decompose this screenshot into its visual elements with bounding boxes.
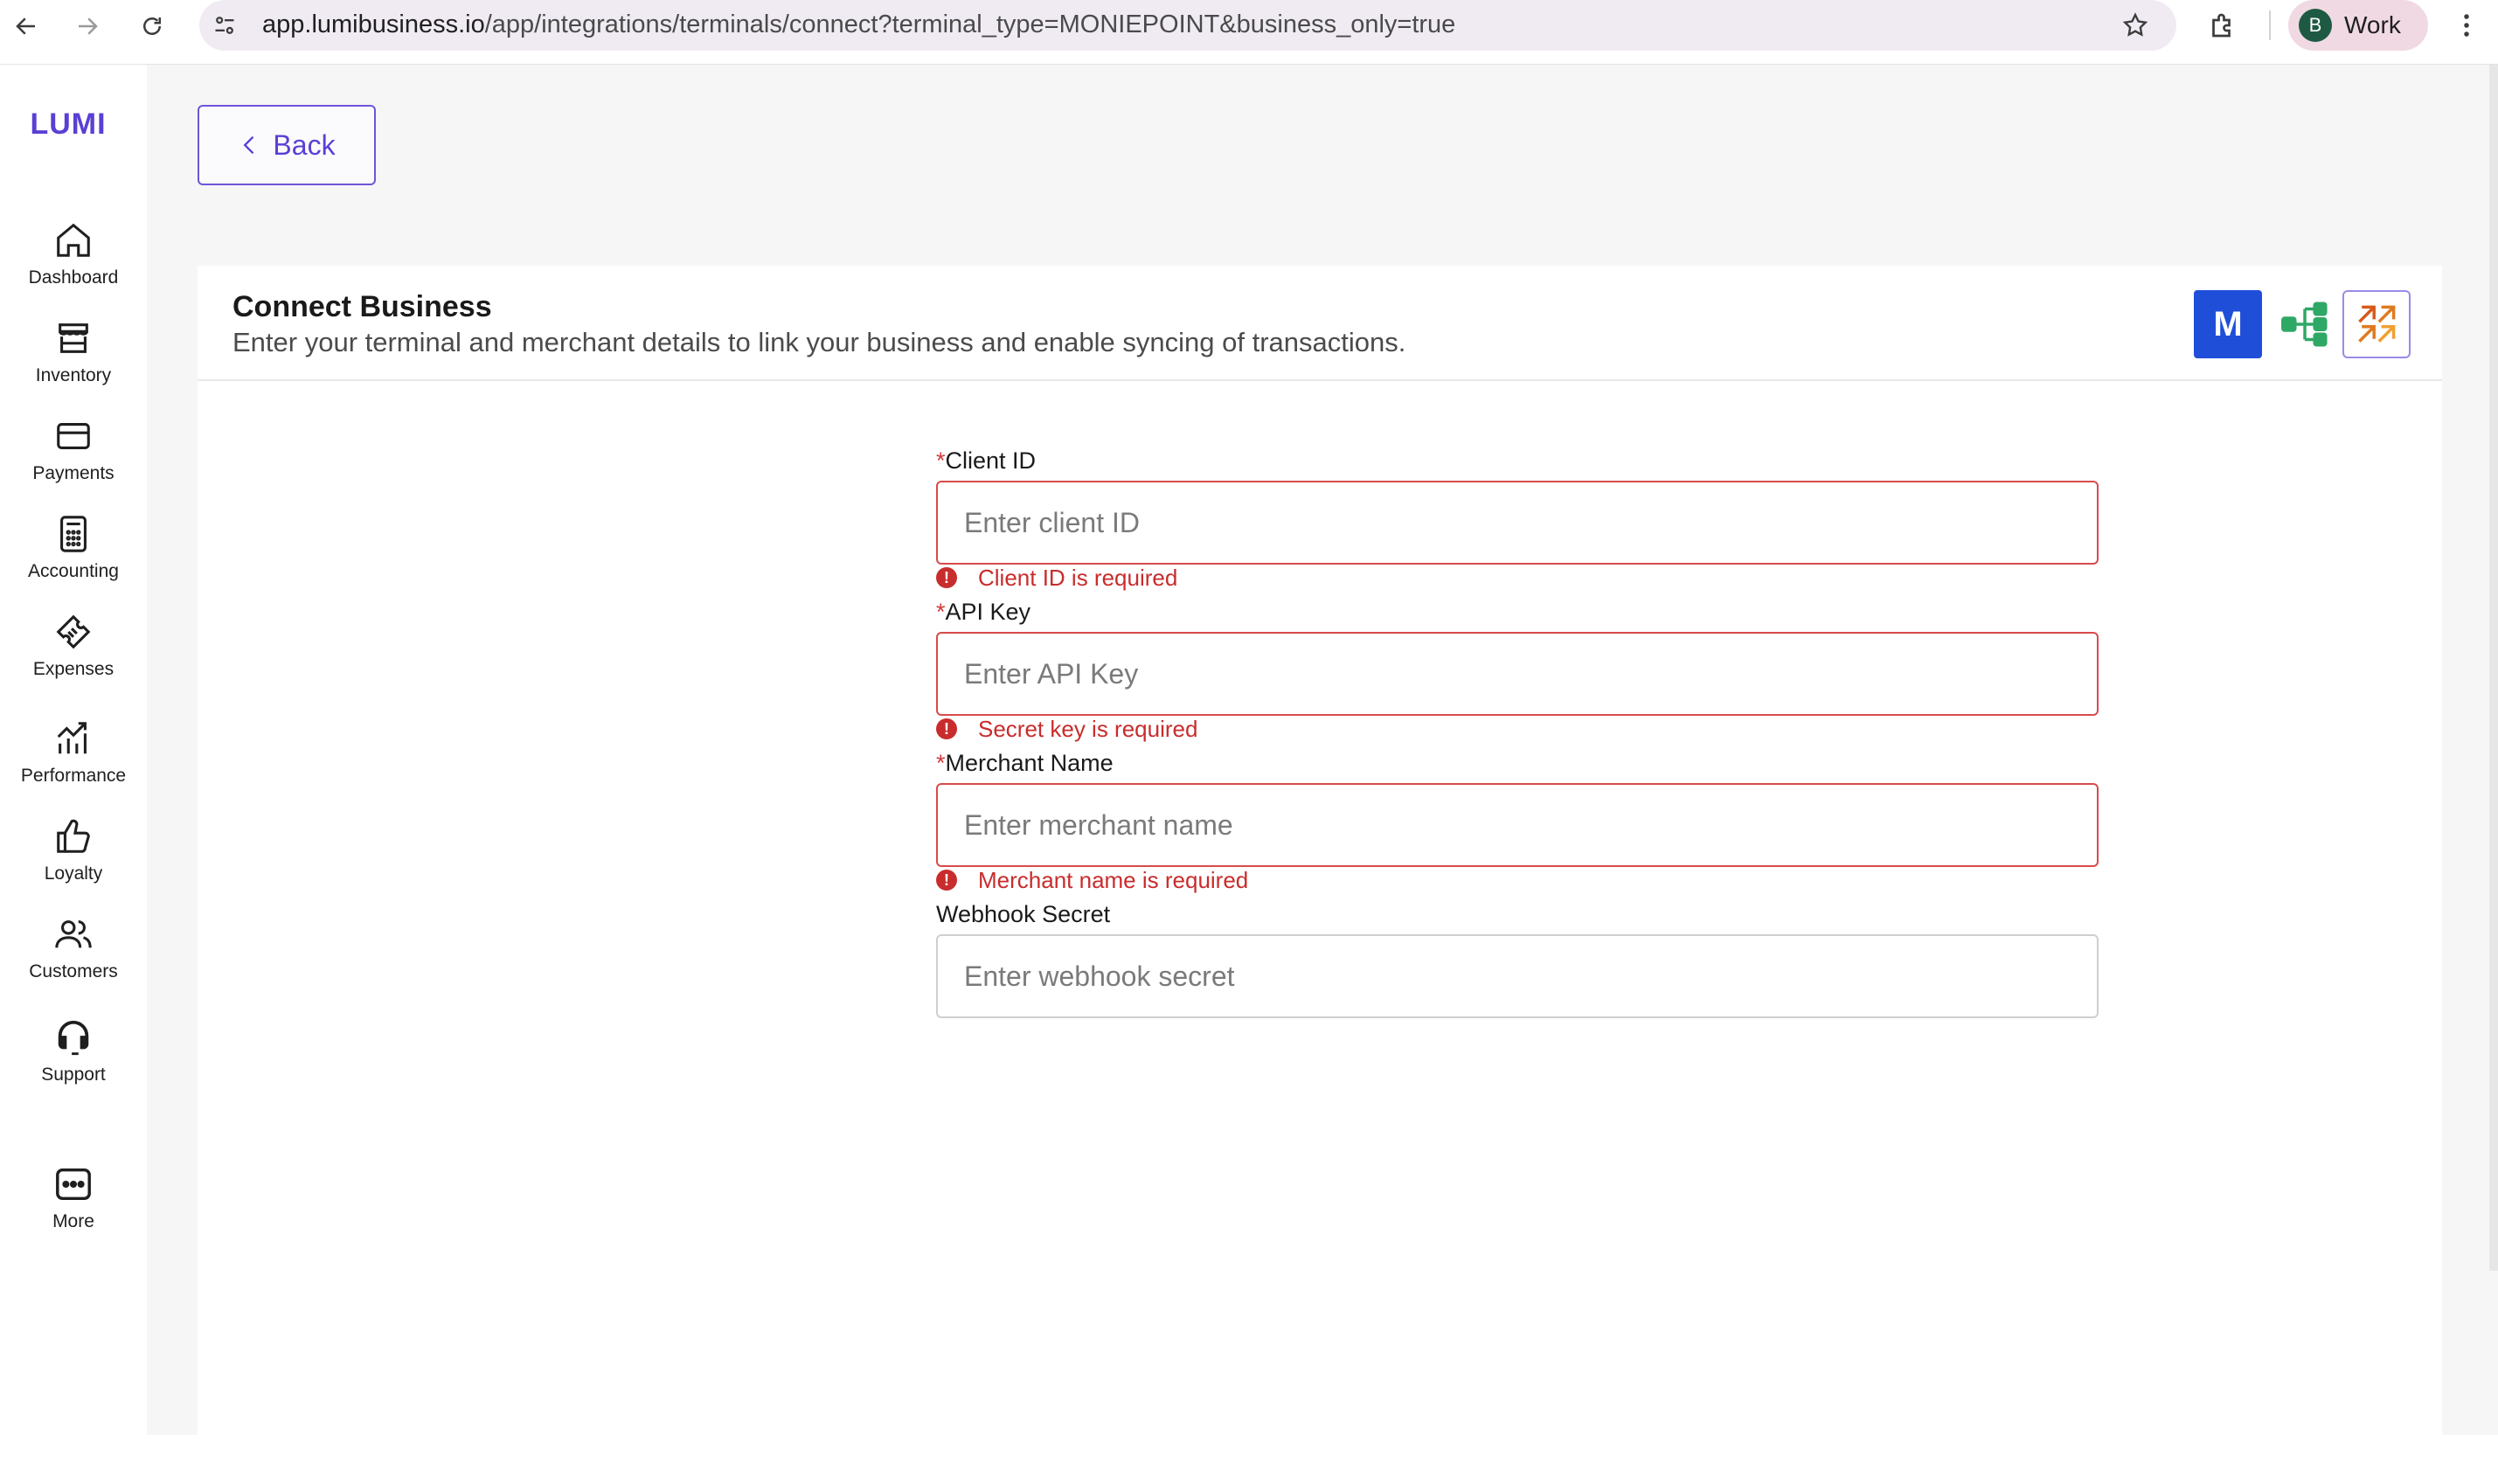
back-label: Back <box>273 128 336 161</box>
nav-loyalty[interactable] <box>0 815 147 902</box>
nav-label: Inventory <box>35 365 112 385</box>
url-text: app.lumibusiness.io/app/integrations/terminals/connect?terminal_type=MONIEPOINT&business_only=true <box>262 10 1456 38</box>
nav-label: Support <box>41 1064 106 1085</box>
moniepoint-logo: M <box>2194 290 2262 358</box>
browser-toolbar <box>0 0 2498 65</box>
home-icon <box>52 218 95 262</box>
nav-label: Payments <box>32 463 114 483</box>
reload-icon[interactable] <box>133 7 171 45</box>
nav-label: Customers <box>29 961 118 981</box>
webhook-secret-input[interactable] <box>936 934 2099 1018</box>
api-key-input[interactable] <box>936 632 2099 716</box>
svg-text:LUMI: LUMI <box>30 107 107 141</box>
bottom-strip <box>0 1435 2498 1484</box>
nav-label: Expenses <box>32 659 114 679</box>
sync-arrows-logo <box>2342 290 2411 358</box>
ticket-icon <box>52 610 95 654</box>
client-id-label: *Client ID <box>936 447 1037 474</box>
page-scrollbar[interactable] <box>2489 65 2498 1271</box>
browser-menu-icon[interactable] <box>2449 5 2484 45</box>
nav-performance[interactable] <box>0 717 147 804</box>
site-info-icon[interactable] <box>210 10 239 40</box>
lumi-logo[interactable] <box>24 100 112 149</box>
app-sidebar <box>0 65 147 1435</box>
nav-more[interactable] <box>0 1162 147 1250</box>
api-key-label: *API Key <box>936 599 1031 625</box>
card-header <box>198 266 2442 381</box>
client-id-error: ! Client ID is required <box>936 565 1177 591</box>
merchant-name-input[interactable] <box>936 783 2099 867</box>
nav-expenses[interactable] <box>0 610 147 697</box>
users-icon <box>52 912 95 956</box>
more-icon <box>52 1162 95 1206</box>
chart-icon <box>52 717 95 760</box>
error-icon: ! <box>936 870 957 891</box>
profile-chip[interactable] <box>2288 0 2428 51</box>
back-arrow-icon[interactable] <box>7 7 45 45</box>
connect-business-card <box>198 266 2442 1435</box>
back-button[interactable] <box>198 105 376 185</box>
card-icon <box>52 414 95 458</box>
merchant-name-error: ! Merchant name is required <box>936 867 1248 893</box>
nav-label: Accounting <box>28 561 119 581</box>
toolbar-separator <box>2269 10 2271 40</box>
nav-label: More <box>52 1211 94 1231</box>
integration-tree-icon <box>2271 290 2339 358</box>
nav-inventory[interactable] <box>0 316 147 404</box>
address-bar[interactable] <box>199 0 2176 51</box>
webhook-secret-label: Webhook Secret <box>936 901 1111 927</box>
nav-label: Loyalty <box>44 863 103 884</box>
profile-name: Work <box>2344 11 2401 38</box>
api-key-error: ! Secret key is required <box>936 716 1197 742</box>
bookmark-star-icon[interactable] <box>2119 9 2152 42</box>
extensions-puzzle-icon[interactable] <box>2203 5 2243 45</box>
nav-accounting[interactable] <box>0 512 147 600</box>
headset-icon <box>52 1016 95 1059</box>
nav-dashboard[interactable] <box>0 218 147 306</box>
page-subtitle: Enter your terminal and merchant details to link your business and enable syncing of transactions. <box>232 327 1406 357</box>
thumbs-up-icon <box>52 815 95 858</box>
error-icon: ! <box>936 567 957 588</box>
forward-arrow-icon[interactable] <box>68 7 107 45</box>
avatar: B <box>2299 9 2332 42</box>
nav-customers[interactable] <box>0 912 147 1000</box>
store-icon <box>52 316 95 360</box>
merchant-name-label: *Merchant Name <box>936 750 1114 776</box>
nav-support[interactable] <box>0 1016 147 1103</box>
nav-label: Dashboard <box>28 267 119 288</box>
nav-label: Performance <box>20 766 127 786</box>
chevron-left-icon <box>238 133 262 157</box>
client-id-input[interactable] <box>936 481 2099 565</box>
page-title: Connect Business <box>232 290 492 323</box>
nav-payments[interactable] <box>0 414 147 502</box>
error-icon: ! <box>936 718 957 739</box>
calculator-icon <box>52 512 95 556</box>
